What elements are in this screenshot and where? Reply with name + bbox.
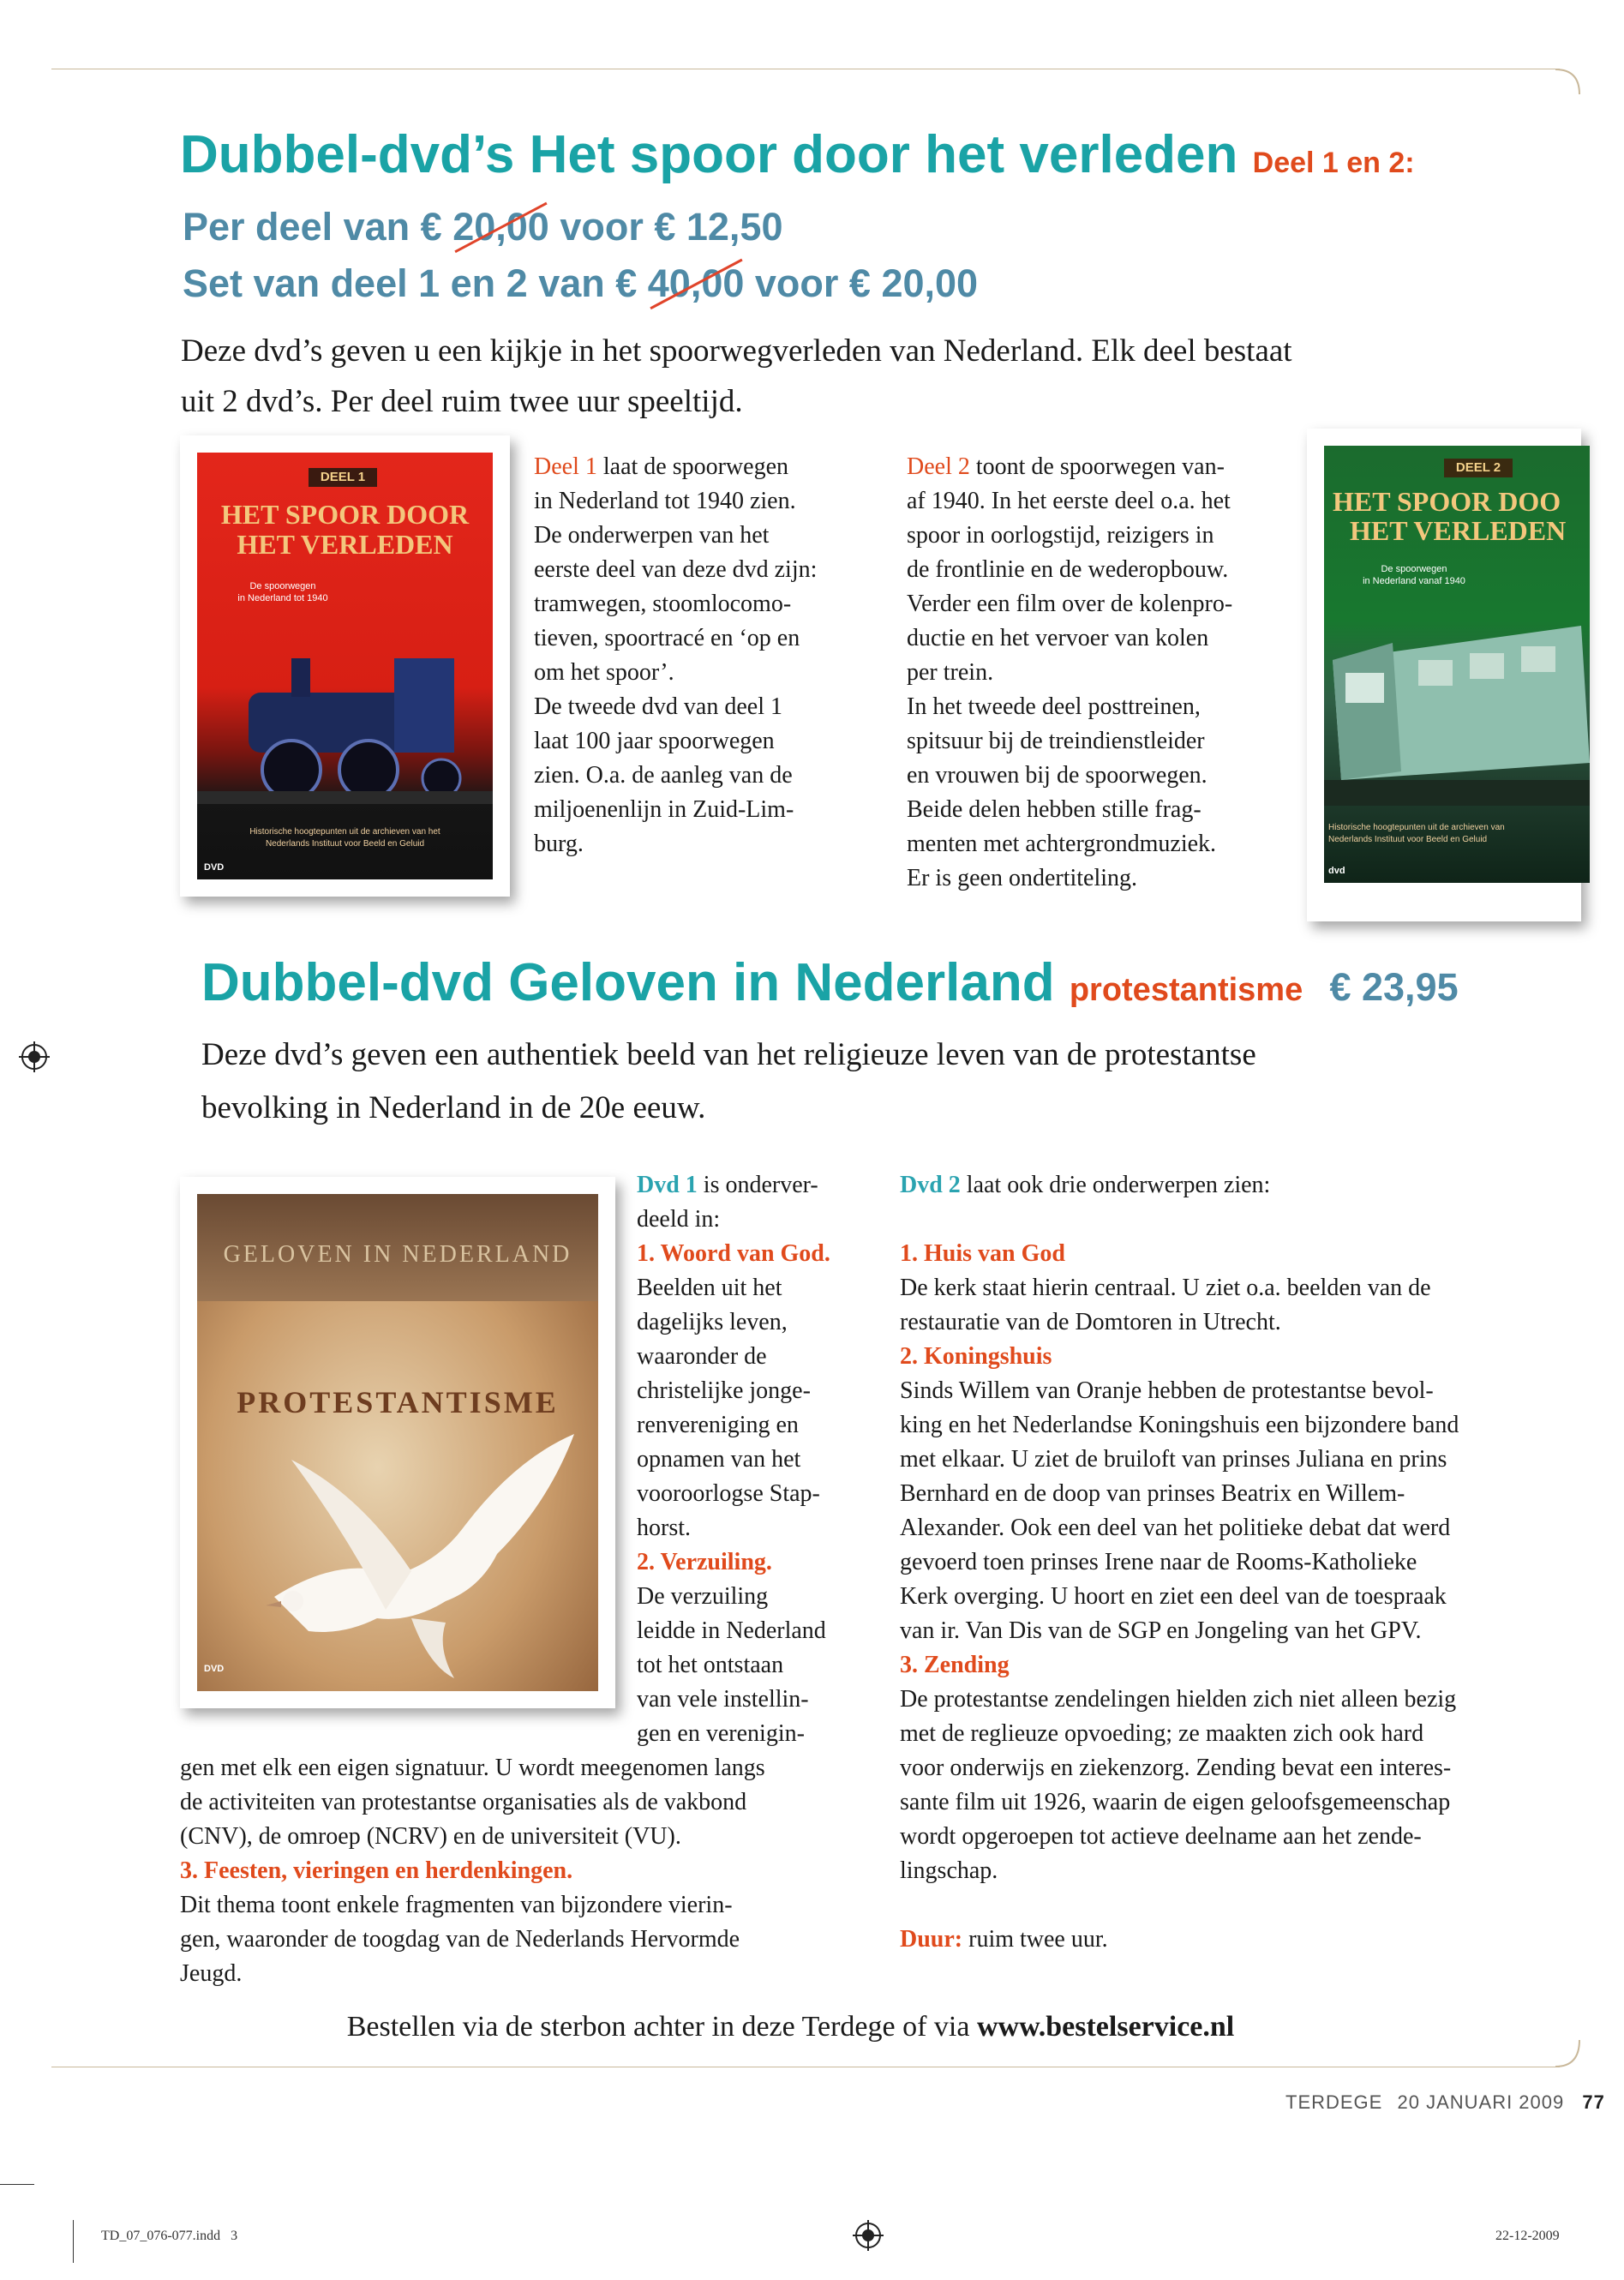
colB-line: De kerk staat hierin centraal. U ziet o.a. beelden van de [900, 1275, 1431, 1301]
colA-line: is onderver- [703, 1172, 818, 1198]
col2-line: ductie en het vervoer van kolen [907, 625, 1209, 651]
col1-line: De onderwerpen van het [534, 522, 770, 549]
slug-file: TD_07_076-077.indd 3 [101, 2229, 238, 2243]
dvd-logo: dvd [1328, 866, 1345, 876]
price-set-new: voor € 20,00 [744, 261, 979, 305]
col2-line: Er is geen ondertiteling. [907, 865, 1138, 891]
colA-wide-line: Jeugd. [180, 1960, 243, 1987]
dvd-cover-deel1 [180, 435, 510, 897]
registration-mark-icon [853, 2220, 884, 2251]
price-per-part [183, 203, 782, 251]
section1-title-text: Dubbel-dvd’s Het spoor door het verleden [180, 125, 1238, 184]
section1-title-sub: Deel 1 en 2: [1252, 147, 1415, 179]
slug-date: 22-12-2009 [1495, 2229, 1560, 2243]
colB-line: Alexander. Ook een deel van het politieke debat dat werd [900, 1515, 1451, 1541]
electric-locomotive-image [1324, 609, 1590, 806]
order-text: Bestellen via de sterbon achter in deze Terdege of via [346, 2011, 977, 2043]
colA-line: deeld in: [637, 1206, 721, 1233]
colA-heading-verzuiling: 2. Verzuiling. [637, 1549, 772, 1575]
colA-line: leidde in Nederland [637, 1617, 826, 1644]
colB-line: Bernhard en de doop van prinses Beatrix en Willem- [900, 1480, 1405, 1507]
cover2-badge: DEEL 2 [1444, 459, 1513, 477]
col2-line: spitsuur bij de treindienstleider [907, 728, 1205, 754]
col1-line: eerste deel van deze dvd zijn: [534, 556, 818, 583]
section2-title-sub: protestantisme [1069, 972, 1303, 1008]
colB-line: Kerk overging. U hoort en ziet een deel van de toespraak [900, 1583, 1447, 1610]
section1-intro [181, 326, 1518, 427]
colA-wide-line: (CNV), de omroep (NCRV) en de universiteit (VU). [180, 1823, 681, 1850]
col2-line: af 1940. In het eerste deel o.a. het [907, 488, 1231, 514]
cover2-bottom1: Historische hoogtepunten uit de archieven van [1328, 823, 1505, 832]
col1-line: in Nederland tot 1940 zien. [534, 488, 796, 514]
cover1-badge: DEEL 1 [309, 468, 377, 487]
colB-line: wordt opgeroepen tot actieve deelname aan het zende- [900, 1823, 1422, 1850]
dvd-logo: DVD [204, 862, 225, 873]
colA-line: dagelijks leven, [637, 1309, 788, 1335]
colA-line: opnamen van het [637, 1446, 801, 1473]
colB-line: restauratie van de Domtoren in Utrecht. [900, 1309, 1281, 1335]
cover3-header: GELOVEN IN NEDERLAND [223, 1241, 572, 1268]
cover1-subtitle2: in Nederland tot 1940 [237, 593, 328, 603]
colB-heading-zending: 3. Zending [900, 1652, 1010, 1678]
colA-line: tot het ontstaan [637, 1652, 784, 1678]
col1-line: om het spoor’. [534, 659, 674, 686]
col2-line: de frontlinie en de wederopbouw. [907, 556, 1229, 583]
registration-mark-icon [19, 1041, 50, 1072]
colB-heading-koningshuis: 2. Koningshuis [900, 1343, 1052, 1370]
cover2-title2: HET VERLEDEN [1350, 515, 1567, 546]
crop-mark [0, 2184, 34, 2185]
colB-line: van ir. Van Dis van de SGP en Jongeling van het GPV. [900, 1617, 1422, 1644]
deel1-lead: Deel 1 [534, 453, 597, 480]
cover3-title: PROTESTANTISME [237, 1385, 559, 1419]
steam-locomotive-image [197, 633, 493, 804]
colB-line: laat ook drie onderwerpen zien: [966, 1172, 1271, 1198]
col1-line: zien. O.a. de aanleg van de [534, 762, 793, 789]
section2-intro [201, 1029, 1538, 1135]
colA-line: waaronder de [637, 1343, 767, 1370]
section1-title [180, 125, 1415, 193]
colA-wide-line: gen, waaronder de toogdag van de Nederlands Hervormde [180, 1926, 740, 1953]
section2-title-price: € 23,95 [1329, 965, 1459, 1009]
colA-wide-line: de activiteiten van protestantse organisaties als de vakbond [180, 1789, 747, 1815]
colA-line: christelijke jonge- [637, 1377, 811, 1404]
colB-line: met de reglieuze opvoeding; ze maakten zich ook hard [900, 1720, 1424, 1747]
col1-line: tramwegen, stoomlocomo- [534, 591, 792, 617]
dvd-cover-protestantisme [180, 1177, 615, 1708]
colB-line: king en het Nederlandse Koningshuis een bijzondere band [900, 1412, 1459, 1438]
colA-line: horst. [637, 1515, 691, 1541]
col2-line: menten met achtergrondmuziek. [907, 831, 1217, 857]
cover1-bottom2: Nederlands Instituut voor Beeld en Geluid [265, 839, 425, 849]
price-set-old: 40,00 [648, 260, 745, 308]
dove-image [240, 1425, 583, 1683]
section2-intro-line: bevolking in Nederland in de 20e eeuw. [201, 1090, 706, 1125]
price-per-part-prefix: Per deel van € [183, 205, 453, 249]
section2-intro-line: Deze dvd’s geven een authentiek beeld van het religieuze leven van de protestantse [201, 1037, 1256, 1072]
dvd1-lead: Dvd 1 [637, 1172, 698, 1198]
col2-line: Verder een film over de kolenpro- [907, 591, 1233, 617]
cover2-subtitle1: De spoorwegen [1381, 564, 1447, 574]
duration-value: ruim twee uur. [968, 1926, 1108, 1953]
cover2-subtitle2: in Nederland vanaf 1940 [1363, 576, 1465, 586]
col2-line: spoor in oorlogstijd, reizigers in [907, 522, 1214, 549]
order-link[interactable]: www.bestelservice.nl [976, 2011, 1235, 2043]
cover1-title1: HET SPOOR DOOR [220, 499, 470, 530]
crop-mark [73, 2220, 74, 2263]
order-line [0, 2008, 1581, 2046]
col1-line: laat 100 jaar spoorwegen [534, 728, 775, 754]
dvd2-lead: Dvd 2 [900, 1172, 961, 1198]
price-set-prefix: Set van deel 1 en 2 van € [183, 261, 648, 305]
col1-line: tieven, spoortracé en ‘op en [534, 625, 800, 651]
colA-line: Beelden uit het [637, 1275, 782, 1301]
section2-col-dvd2 [900, 1168, 1568, 1957]
cover1-title2: HET VERLEDEN [237, 529, 453, 560]
col2-line: In het tweede deel posttreinen, [907, 693, 1201, 720]
colA-wide-line: gen met elk een eigen signatuur. U wordt meegenomen langs [180, 1755, 765, 1781]
col2-line: toont de spoorwegen van- [975, 453, 1225, 480]
page-footer [1285, 2091, 1605, 2114]
colA-line: vooroorlogse Stap- [637, 1480, 820, 1507]
colA-heading-feesten: 3. Feesten, vieringen en herdenkingen. [180, 1857, 573, 1884]
colB-line: gevoerd toen prinses Irene naar de Rooms-Katholieke [900, 1549, 1417, 1575]
section1-intro-line: Deze dvd’s geven u een kijkje in het spoorwegverleden van Nederland. Elk deel bestaat [181, 333, 1292, 369]
colA-line: gen en verenigin- [637, 1720, 805, 1747]
col1-line: De tweede dvd van deel 1 [534, 693, 782, 720]
section1-intro-line: uit 2 dvd’s. Per deel ruim twee uur speeltijd. [181, 384, 743, 419]
cover2-title1: HET SPOOR DOO [1333, 486, 1561, 517]
colA-wide-line: Dit thema toont enkele fragmenten van bijzondere vierin- [180, 1892, 733, 1918]
colA-line: De verzuiling [637, 1583, 769, 1610]
colB-line: De protestantse zendelingen hielden zich niet alleen bezig [900, 1686, 1457, 1713]
colA-heading-woord-van-god: 1. Woord van God. [637, 1240, 830, 1267]
section2-col-dvd1 [637, 1168, 877, 1751]
col1-line: miljoenenlijn in Zuid-Lim- [534, 796, 794, 823]
deel2-lead: Deel 2 [907, 453, 970, 480]
section1-col-deel1 [534, 450, 877, 861]
price-per-part-old: 20,00 [452, 203, 549, 251]
colA-line: renvereniging en [637, 1412, 799, 1438]
colA-line: van vele instellin- [637, 1686, 809, 1713]
price-per-part-new: voor € 12,50 [548, 205, 783, 249]
footer-brand: TERDEGE [1285, 2091, 1383, 2113]
footer-date: 20 JANUARI 2009 [1397, 2091, 1565, 2113]
colB-line: met elkaar. U ziet de bruiloft van prinses Juliana en prins [900, 1446, 1447, 1473]
dvd-logo: DVD [204, 1664, 225, 1674]
colB-line: sante film uit 1926, waarin de eigen geloofsgemeenschap [900, 1789, 1451, 1815]
colB-heading-huis-van-god: 1. Huis van God [900, 1240, 1065, 1267]
cover1-bottom1: Historische hoogtepunten uit de archieven van het [249, 827, 440, 837]
col1-line: burg. [534, 831, 584, 857]
section2-title-text: Dubbel-dvd Geloven in Nederland [201, 953, 1055, 1012]
cover1-subtitle1: De spoorwegen [249, 581, 316, 591]
footer-page: 77 [1582, 2091, 1605, 2113]
colB-line: lingschap. [900, 1857, 998, 1884]
col2-line: per trein. [907, 659, 994, 686]
cover2-bottom2: Nederlands Instituut voor Beeld en Geluid [1328, 835, 1488, 844]
dvd-cover-deel2 [1307, 429, 1581, 921]
col2-line: en vrouwen bij de spoorwegen. [907, 762, 1208, 789]
col2-line: Beide delen hebben stille frag- [907, 796, 1202, 823]
col1-line: laat de spoorwegen [602, 453, 788, 480]
top-frame-corner [1555, 69, 1581, 103]
colB-line: Sinds Willem van Oranje hebben de protestantse bevol- [900, 1377, 1434, 1404]
section2-col-dvd1-wide [180, 1751, 883, 1991]
section2-title [201, 953, 1459, 1020]
section1-col-deel2 [907, 450, 1301, 896]
colB-line: voor onderwijs en ziekenzorg. Zending bevat een interes- [900, 1755, 1452, 1781]
price-set [183, 260, 978, 308]
duration-label: Duur: [900, 1926, 963, 1953]
